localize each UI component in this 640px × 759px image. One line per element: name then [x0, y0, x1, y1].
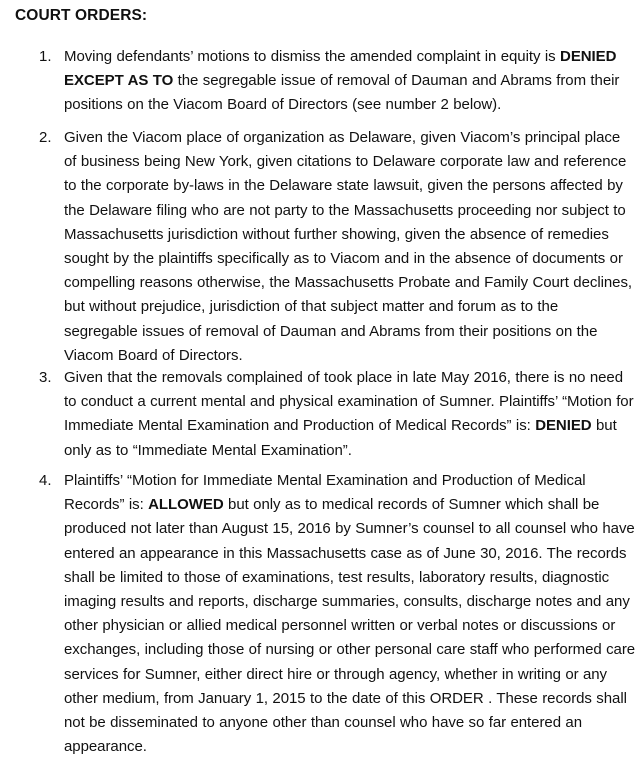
- order-text-segment: Given that the removals complained of took place in late May 2016, there is no need to conduct a current mental and physical examination of Sumner. Plaintiffs’ “Motion for Immediate Mental Examination and Production of Medical Records” is:: [64, 369, 634, 435]
- order-number: 3.: [39, 369, 52, 386]
- order-text-segment: but only as to “Immediate Mental Examination”.: [64, 417, 617, 459]
- order-text-bold: DENIED EXCEPT AS TO: [64, 48, 617, 90]
- order-number: 1.: [39, 48, 52, 65]
- order-text: [64, 45, 636, 118]
- order-text-segment: the segregable issue of removal of Dauman and Abrams from their positions on the Viacom Board of Directors (see number 2 below).: [64, 72, 620, 114]
- order-text: [64, 126, 636, 368]
- order-text: [64, 469, 636, 759]
- court-orders-heading: COURT ORDERS:: [15, 7, 148, 24]
- order-text-bold: ALLOWED: [148, 496, 224, 514]
- order-text: [64, 366, 636, 463]
- order-text-segment: Given the Viacom place of organization as Delaware, given Viacom’s principal place of business being New York, given citations to Delaware corporate law and reference to the corporate by-laws in the Delaware state lawsuit, given the persons affected by the Delaware filing who are not party to the Massachusetts proceeding nor subject to Massachusetts jurisdiction without further showing, given the absence of remedies sought by the plaintiffs specifically as to Viacom and in the absence of documents or compelling reasons otherwise, the Massachusetts Probate and Family Court declines, but without prejudice, jurisdiction of that subject matter and forum as to the segregable issues of removal of Dauman and Abrams from their positions on the Viacom Board of Directors.: [64, 129, 633, 364]
- order-number: 4.: [39, 472, 52, 489]
- order-text-segment: Plaintiffs’ “Motion for Immediate Mental Examination and Production of Medical Records” is:: [64, 472, 586, 514]
- order-text-segment: but only as to medical records of Sumner which shall be produced not later than August 15, 2016 by Sumner’s counsel to all counsel who have entered an appearance in this Massachusetts case as of June 30, 2016. The records shall be limited to those of examinations, test results, laboratory results, diagnostic imaging results and reports, discharge summaries, consults, discharge notes and any other physician or allied medical personnel written or verbal notes or discussions or exchanges, including those of nursing or other personal care staff who performed care services for Sumner, either direct hire or through agency, whether in writing or any other medium, from January 1, 2015 to the date of this ORDER . These records shall not be disseminated to anyone other than counsel who have so far entered an appearance.: [64, 496, 636, 756]
- order-text-segment: Moving defendants’ motions to dismiss the amended complaint in equity is: [64, 48, 561, 65]
- order-text-bold: DENIED: [535, 417, 592, 435]
- order-number: 2.: [39, 129, 52, 146]
